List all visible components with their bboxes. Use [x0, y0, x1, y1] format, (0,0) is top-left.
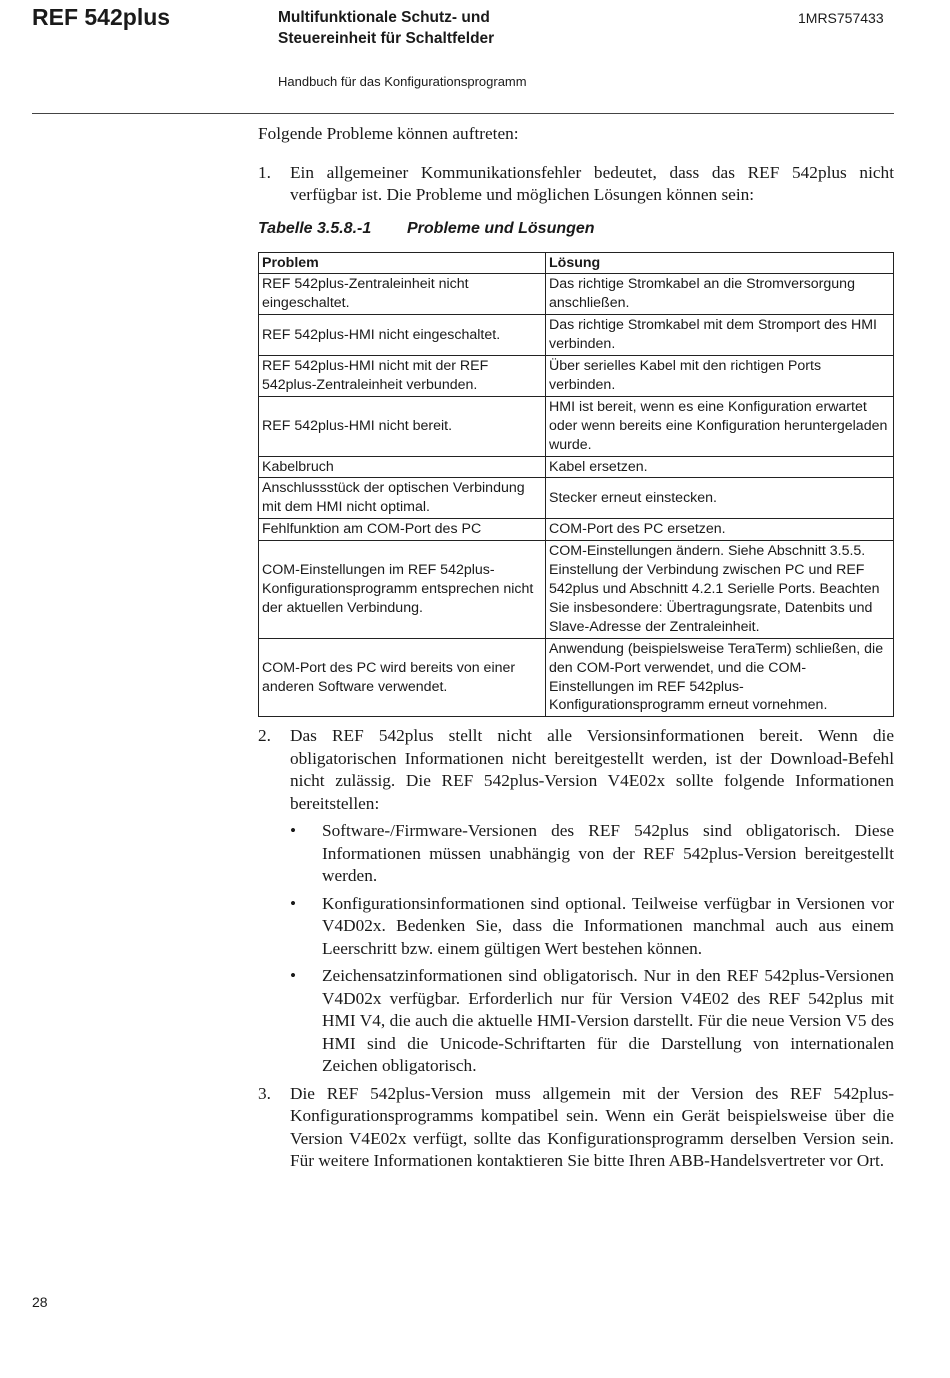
document-title	[278, 7, 494, 49]
main-content	[258, 123, 894, 1173]
list-number: 1.	[258, 162, 271, 182]
bullet-icon: •	[290, 966, 297, 986]
bullet-text: Software-/Firmware-Versionen des REF 542plus sind obligatorisch. Diese Informationen müssen unabhängig von der REF 542plus-Version bereitgestellt werden.	[322, 821, 894, 886]
problem-cell: Kabelbruch	[259, 456, 546, 478]
solution-cell: Kabel ersetzen.	[546, 456, 894, 478]
solution-cell: Das richtige Stromkabel mit dem Stromport des HMI verbinden.	[546, 315, 894, 356]
table-row	[259, 356, 894, 397]
header-solution: Lösung	[546, 252, 894, 274]
problem-cell: COM-Einstellungen im REF 542plus-Konfigurationsprogramm entsprechen nicht der aktuellen Verbindung.	[259, 541, 546, 639]
list-number: 2.	[258, 726, 271, 746]
table-row	[259, 456, 894, 478]
solution-cell: COM-Einstellungen ändern. Siehe Abschnitt 3.5.5. Einstellung der Verbindung zwischen PC und REF 542plus und Abschnitt 4.2.1 Serielle Ports. Beachten Sie insbesondere: Übertragungsrate, Datenbits und Slave-Adresse der Zentraleinheit.	[546, 541, 894, 639]
solution-cell: Über serielles Kabel mit den richtigen Ports verbinden.	[546, 356, 894, 397]
intro-text: Folgende Probleme können auftreten:	[258, 124, 519, 143]
bullet-text: Konfigurationsinformationen sind optional. Teilweise verfügbar in Versionen vor V4D02x. Bedenken Sie, dass die Informationen manchmal auch aus einem Leerschritt bzw. einem gültigen Wert bestehen können.	[322, 893, 894, 958]
solution-cell: COM-Port des PC ersetzen.	[546, 519, 894, 541]
list-item-text: Ein allgemeiner Kommunikationsfehler bedeutet, dass das REF 542plus nicht verfügbar ist. Die Probleme und möglichen Lösungen können sein:	[290, 162, 894, 204]
table-row	[259, 638, 894, 717]
table-row	[259, 519, 894, 541]
document-subtitle: Handbuch für das Konfigurationsprogramm	[278, 74, 527, 89]
table-row	[259, 541, 894, 639]
list-item-3	[258, 1083, 894, 1173]
problem-cell: Anschlussstück der optischen Verbindung mit dem HMI nicht optimal.	[259, 478, 546, 519]
list-item-text: Das REF 542plus stellt nicht alle Versionsinformationen bereit. Wenn die obligatorischen Informationen nicht bereitgestellt werden, ist der Download-Befehl nicht zulässig. Die REF 542plus-Version V4E02x sollte folgende Informationen bereitstellen:	[290, 726, 894, 813]
title-line-1: Multifunktionale Schutz- und	[278, 9, 490, 26]
problem-cell: REF 542plus-HMI nicht bereit.	[259, 396, 546, 456]
problem-cell: Fehlfunktion am COM-Port des PC	[259, 519, 546, 541]
table-caption-number: Tabelle 3.5.8.-1	[258, 219, 372, 237]
table-row	[259, 274, 894, 315]
bullet-item	[290, 893, 894, 961]
bullet-list	[290, 820, 894, 1078]
bullet-icon: •	[290, 893, 297, 913]
document-number: 1MRS757433	[798, 10, 884, 26]
bullet-item	[290, 820, 894, 888]
bullet-item	[290, 965, 894, 1078]
table-caption-title: Probleme und Lösungen	[407, 219, 595, 237]
followup-list	[258, 725, 894, 1173]
solution-cell: HMI ist bereit, wenn es eine Konfiguration erwartet oder wenn bereits eine Konfiguration heruntergeladen wurde.	[546, 396, 894, 456]
title-line-2: Steuereinheit für Schaltfelder	[278, 30, 495, 47]
header-divider	[32, 113, 894, 114]
problems-solutions-table	[258, 252, 894, 718]
list-item-1	[258, 162, 894, 207]
table-caption	[258, 220, 894, 238]
table-row	[259, 478, 894, 519]
solution-cell: Stecker erneut einstecken.	[546, 478, 894, 519]
table-header-row	[259, 252, 894, 274]
list-item-2	[258, 725, 894, 1078]
table-row	[259, 396, 894, 456]
bullet-icon: •	[290, 821, 297, 841]
problem-list	[258, 162, 894, 207]
page-number: 28	[32, 1294, 48, 1310]
bullet-text: Zeichensatzinformationen sind obligatorisch. Nur in den REF 542plus-Versionen V4D02x verfügbar. Erforderlich nur für Version V4E02 des REF 542plus mit HMI V4, die auch die aktuelle HMI-Version darstellt. Für die neue Version V5 des HMI sind die Unicode-Schriftarten für die Darstellung von internationalen Zeichen obligatorisch.	[322, 966, 894, 1076]
problem-cell: REF 542plus-Zentraleinheit nicht eingeschaltet.	[259, 274, 546, 315]
solution-cell: Das richtige Stromkabel an die Stromversorgung anschließen.	[546, 274, 894, 315]
header-problem: Problem	[259, 252, 546, 274]
list-number: 3.	[258, 1083, 271, 1103]
solution-cell: Anwendung (beispielsweise TeraTerm) schließen, die den COM-Port verwendet, und die COM-Einstellungen im REF 542plus-Konfigurationsprogramm erneut vornehmen.	[546, 638, 894, 717]
list-item-text: Die REF 542plus-Version muss allgemein mit der Version des REF 542plus-Konfigurationsprogramms kompatibel sein. Wenn ein Gerät beispielsweise über die Version V4E02x verfügt, sollte das Konfigurationsprogramm derselben Version sein. Für weitere Informationen kontaktieren Sie bitte Ihren ABB-Handelsvertreter vor Ort.	[290, 1083, 894, 1171]
table-row	[259, 315, 894, 356]
problem-cell: REF 542plus-HMI nicht mit der REF 542plus-Zentraleinheit verbunden.	[259, 356, 546, 397]
problem-cell: REF 542plus-HMI nicht eingeschaltet.	[259, 315, 546, 356]
problem-cell: COM-Port des PC wird bereits von einer anderen Software verwendet.	[259, 638, 546, 717]
brand-title: REF 542plus	[32, 4, 171, 30]
